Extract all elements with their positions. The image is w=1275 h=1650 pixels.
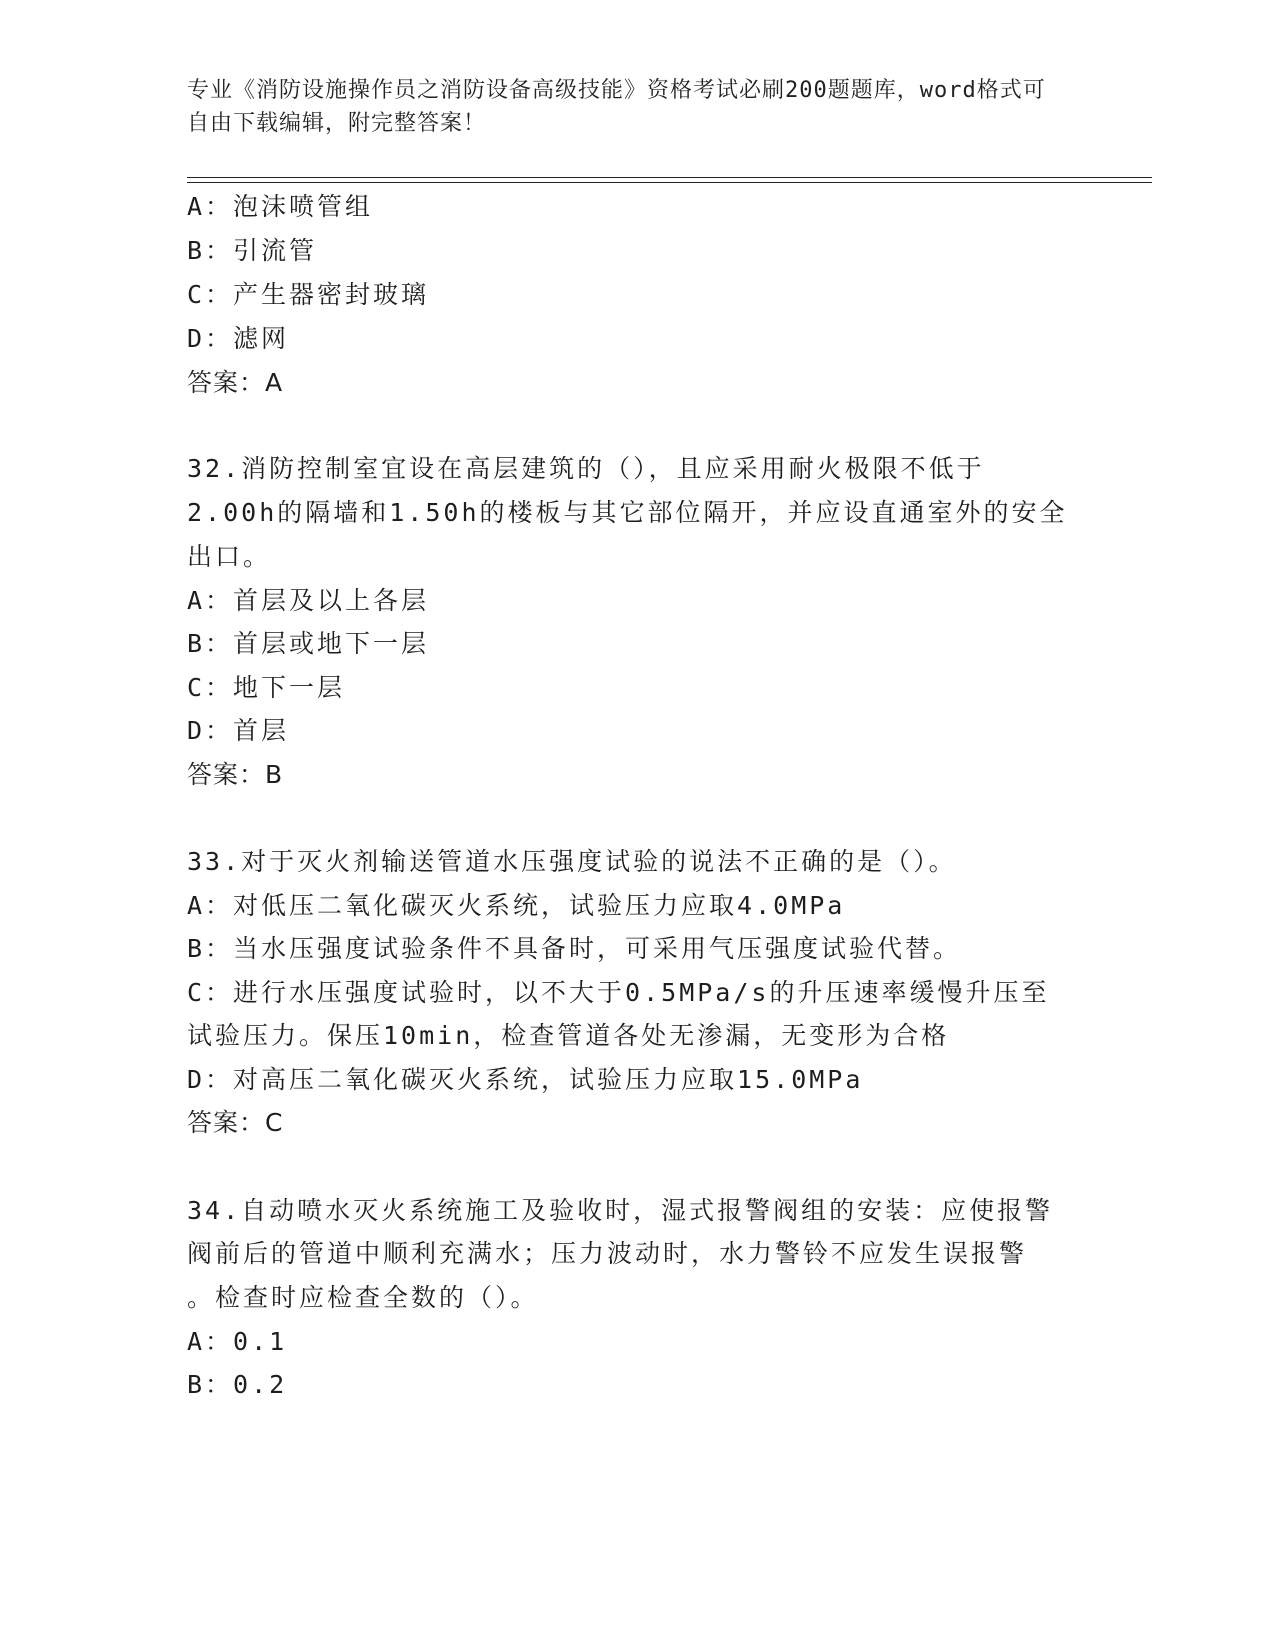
q33-answer: 答案：C <box>187 1108 284 1137</box>
q32-stem-line-3: 出口。 <box>187 542 272 571</box>
q32-option-c: C：地下一层 <box>187 673 346 702</box>
q31-option-b: B：引流管 <box>187 236 318 265</box>
q32-answer: 答案：B <box>187 760 284 789</box>
q34-option-a: A：0.1 <box>187 1327 288 1356</box>
q33-option-a: A：对低压二氧化碳灭火系统，试验压力应取4.0MPa <box>187 891 846 920</box>
q34-stem-line-3: 。检查时应检查全数的（）。 <box>187 1283 539 1312</box>
header-divider-bottom <box>187 182 1152 183</box>
q32-option-a: A：首层及以上各层 <box>187 586 430 615</box>
q31-option-d: D：滤网 <box>187 324 290 353</box>
q31-answer: 答案：A <box>187 368 284 397</box>
q34-option-b: B：0.2 <box>187 1370 288 1399</box>
q33-option-d: D：对高压二氧化碳灭火系统，试验压力应取15.0MPa <box>187 1065 864 1094</box>
q32-stem-line-1: 32.消防控制室宜设在高层建筑的（），且应采用耐火极限不低于 <box>187 454 985 483</box>
q32-option-d: D：首层 <box>187 716 290 745</box>
q31-option-a: A：泡沫喷管组 <box>187 192 374 221</box>
q32-stem-line-2: 2.00h的隔墙和1.50h的楼板与其它部位隔开，并应设直通室外的安全 <box>187 498 1068 527</box>
q33-option-c-continued: 试验压力。保压10min，检查管道各处无渗漏，无变形为合格 <box>187 1021 950 1050</box>
q34-stem-line-2: 阀前后的管道中顺利充满水；压力波动时，水力警铃不应发生误报警 <box>187 1239 1028 1268</box>
document-header: 专业《消防设施操作员之消防设备高级技能》资格考试必刷200题题库，word格式可自由下载编辑，附完整答案！ <box>187 78 1046 136</box>
q33-stem-line-1: 33.对于灭火剂输送管道水压强度试验的说法不正确的是（）。 <box>187 847 957 876</box>
q34-stem-line-1: 34.自动喷水灭火系统施工及验收时，湿式报警阀组的安装：应使报警 <box>187 1196 1054 1225</box>
q32-option-b: B：首层或地下一层 <box>187 629 430 658</box>
q33-option-b: B：当水压强度试验条件不具备时，可采用气压强度试验代替。 <box>187 934 962 963</box>
header-divider-top <box>187 177 1152 178</box>
q31-option-c: C：产生器密封玻璃 <box>187 280 430 309</box>
q33-option-c: C：进行水压强度试验时，以不大于0.5MPa/s的升压速率缓慢升压至 <box>187 978 1050 1007</box>
